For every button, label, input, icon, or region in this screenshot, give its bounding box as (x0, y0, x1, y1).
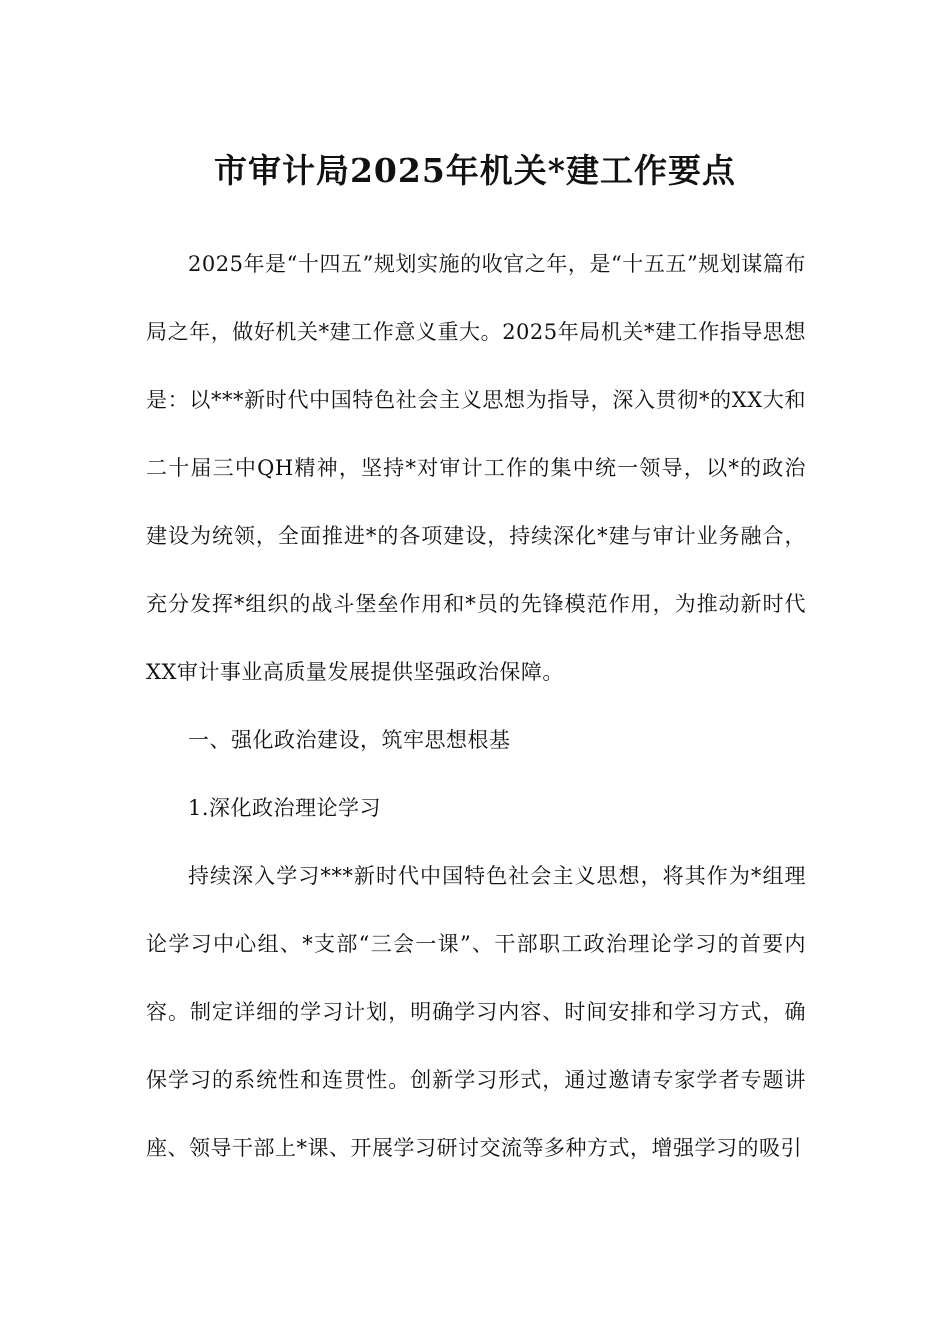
document-body (146, 230, 806, 1182)
subsection-heading-1-1: 1.深化政治理论学习 (188, 796, 382, 820)
subsection-paragraph-1-1: 持续深入学习***新时代中国特色社会主义思想，将其作为*组理论学习中心组、*支部“三会一课”、干部职工政治理论学习的首要内容。制定详细的学习计划，明确学习内容、时间安排和学习方式，确保学习的系统性和连贯性。创新学习形式，通过邀请专家学者专题讲座、领导干部上*课、开展学习研讨交流等多种方式，增强学习的吸引 (146, 864, 806, 1160)
section-heading-1: 一、强化政治建设，筑牢思想根基 (188, 728, 511, 752)
intro-paragraph: 2025年是“十四五”规划实施的收官之年，是“十五五”规划谋篇布局之年，做好机关*建工作意义重大。2025年局机关*建工作指导思想是：以***新时代中国特色社会主义思想为指导，深入贯彻*的XX大和二十届三中QH精神，坚持*对审计工作的集中统一领导，以*的政治建设为统领，全面推进*的各项建设，持续深化*建与审计业务融合，充分发挥*组织的战斗堡垒作用和*员的先锋模范作用，为推动新时代XX审计事业高质量发展提供坚强政治保障。 (146, 252, 806, 684)
document-title: 市审计局2025年机关*建工作要点 (213, 151, 737, 190)
